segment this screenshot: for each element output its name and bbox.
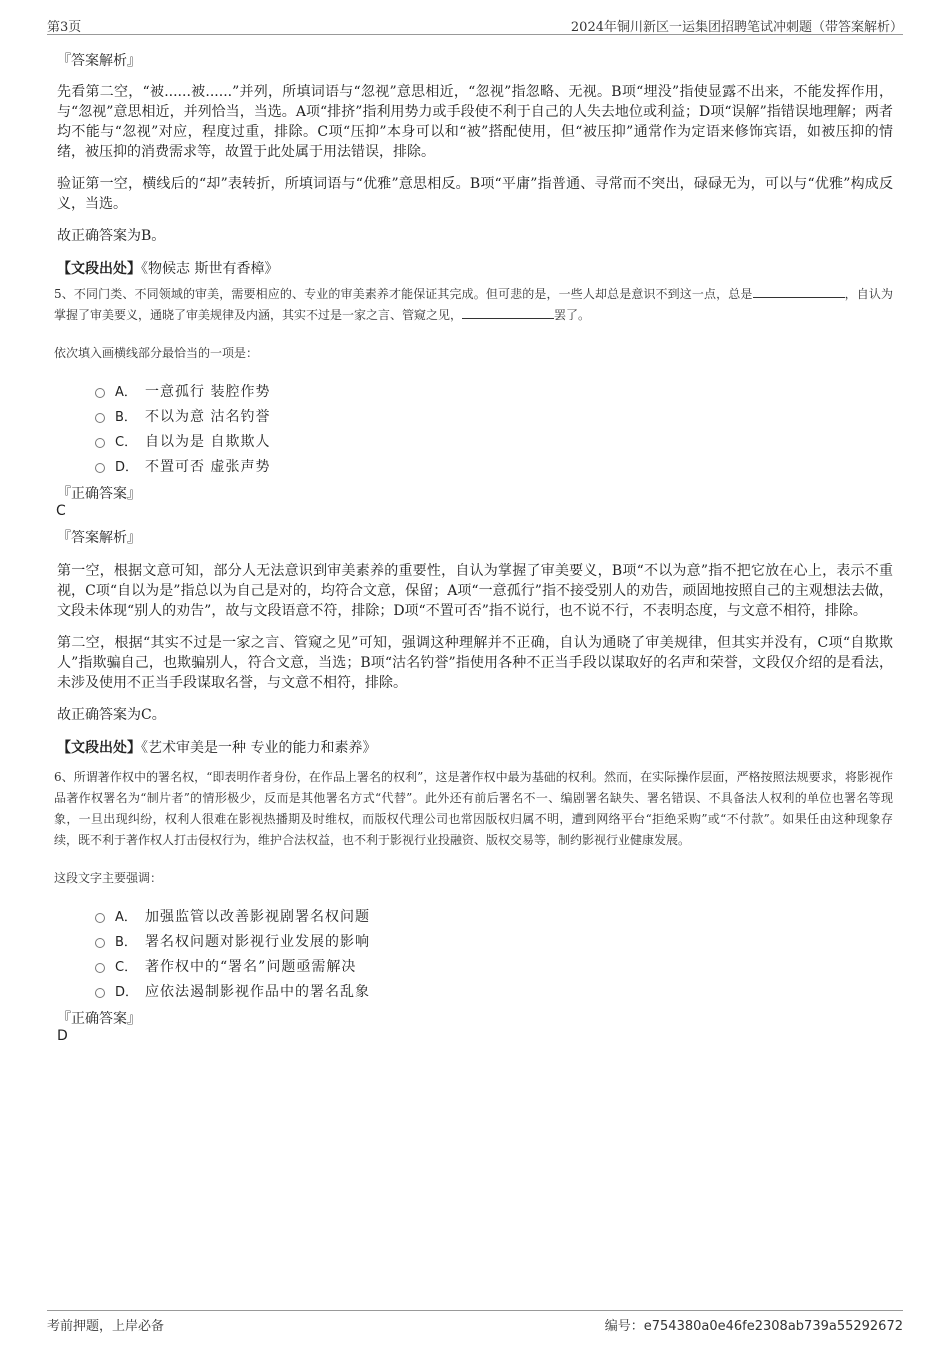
option-letter: A． xyxy=(115,910,137,925)
option-text: 不以为意 沽名钓誉 xyxy=(145,409,271,425)
q4-conclusion: 故正确答案为B。 xyxy=(57,228,166,244)
option-letter: C． xyxy=(115,960,138,975)
option-letter: B． xyxy=(115,410,137,425)
q5-stem-part-3: 罢了。 xyxy=(554,308,591,322)
q4-source-text: 《物候志 斯世有香樟》 xyxy=(141,261,279,277)
option-text: 署名权问题对影视行业发展的影响 xyxy=(145,934,370,950)
option-text: 自以为是 自欺欺人 xyxy=(145,434,271,450)
page-number: 第3页 xyxy=(47,20,82,35)
q5-stem-part-1: 5、不同门类、不同领域的审美，需要相应的、专业的审美素养才能保证其完成。但可悲的是，一些人却总是意识不到这一点，总是 xyxy=(54,287,753,301)
q5-source-text: 《艺术审美是一种 专业的能力和素养》 xyxy=(141,740,377,756)
q4-analysis-title: 『答案解析』 xyxy=(57,53,141,69)
radio-icon[interactable] xyxy=(95,438,105,448)
q5-analysis-title: 『答案解析』 xyxy=(57,530,141,546)
option-letter: D． xyxy=(115,460,139,475)
q6-option-b[interactable] xyxy=(95,931,893,956)
page-content xyxy=(54,44,893,1052)
q5-answer: C xyxy=(56,503,66,519)
radio-icon[interactable] xyxy=(95,938,105,948)
q6-stem: 6、所谓著作权中的署名权，“即表明作者身份，在作品上署名的权利”，这是著作权中最为基础的权利。然而，在实际操作层面，严格按照法规要求，将影视作品著作权署名为“制片者”的情形极少，反而是其他署名方式“代替”。此外还有前后署名不一、编剧署名缺失、署名错误、不具备法人权利的单位也署名等现象，一旦出现纠纷，权利人很难在影视热播期及时维权，而版权代理公司也常因版权归属不明，遭到网络平台“拒绝采购”或“不付款”。如果任由这种现象存续，既不利于著作权人打击侵权行为，维护合法权益，也不利于影视行业投融资、版权交易等，制约影视行业健康发展。 xyxy=(54,770,893,847)
radio-icon[interactable] xyxy=(95,463,105,473)
option-letter: B． xyxy=(115,935,137,950)
option-text: 一意孤行 装腔作势 xyxy=(145,384,271,400)
q5-options xyxy=(95,381,893,481)
footer-code-label: 编号： xyxy=(604,1319,644,1334)
q6-option-d[interactable] xyxy=(95,981,893,1006)
q6-options xyxy=(95,906,893,1006)
option-letter: C． xyxy=(115,435,138,450)
option-text: 著作权中的“署名”问题亟需解决 xyxy=(145,959,357,975)
q5-option-c[interactable] xyxy=(95,431,893,456)
q5-option-a[interactable] xyxy=(95,381,893,406)
q4-analysis-para-1: 先看第二空，“被......被......”并列，所填词语与“忽视”意思相近，“忽视”指忽略、无视。B项“埋没”指使显露不出来，不能发挥作用，与“忽视”意思相近，并列恰当，当选。A项“排挤”指利用势力或手段使不利于自己的人失去地位或利益；D项“误解”指错误地理解；两者均不能与“忽视”对应，程度过重，排除。C项“压抑”本身可以和“被”搭配使用，但“被压抑”通常作为定语来修饰宾语，如被压抑的情绪，被压抑的消费需求等，故置于此处属于用法错误，排除。 xyxy=(57,84,893,160)
footer-code xyxy=(605,1315,903,1334)
q4-analysis-para-2: 验证第一空，横线后的“却”表转折，所填词语与“优雅”意思相反。B项“平庸”指普通、寻常而不突出，碌碌无为，可以与“优雅”构成反义，当选。 xyxy=(57,176,893,212)
q5-option-b[interactable] xyxy=(95,406,893,431)
q5-source-label: 【文段出处】 xyxy=(57,740,141,756)
page-header xyxy=(47,14,903,35)
q5-stem xyxy=(54,284,893,326)
radio-icon[interactable] xyxy=(95,913,105,923)
radio-icon[interactable] xyxy=(95,988,105,998)
q5-option-d[interactable] xyxy=(95,456,893,481)
document-title: 2024年铜川新区一运集团招聘笔试冲刺题（带答案解析） xyxy=(570,20,903,35)
q6-answer: D xyxy=(57,1028,68,1044)
q5-answer-title: 『正确答案』 xyxy=(57,486,141,502)
option-letter: A． xyxy=(115,385,137,400)
q4-source xyxy=(57,258,893,278)
q5-source xyxy=(57,737,893,757)
q5-prompt: 依次填入画横线部分最恰当的一项是： xyxy=(54,346,259,360)
footer-slogan: 考前押题，上岸必备 xyxy=(47,1319,165,1334)
radio-icon[interactable] xyxy=(95,388,105,398)
page-footer xyxy=(47,1310,903,1334)
option-letter: D． xyxy=(115,985,139,1000)
option-text: 不置可否 虚张声势 xyxy=(145,459,271,475)
q5-blank-1 xyxy=(753,285,845,298)
q6-prompt: 这段文字主要强调： xyxy=(54,871,163,885)
q5-analysis-para-2: 第二空，根据“其实不过是一家之言、管窥之见”可知，强调这种理解并不正确，自认为通晓了审美规律，但其实并没有，C项“自欺欺人”指欺骗自己，也欺骗别人，符合文意，当选；B项“沽名钓誉”指使用各种不正当手段以谋取好的名声和荣誉，文段仅介绍的是看法，未涉及使用不正当手段谋取名誉，与文意不相符，排除。 xyxy=(57,635,893,691)
q4-source-label: 【文段出处】 xyxy=(57,261,141,277)
footer-code-value: e754380a0e46fe2308ab739a55292672 xyxy=(643,1319,903,1334)
q6-option-c[interactable] xyxy=(95,956,893,981)
radio-icon[interactable] xyxy=(95,963,105,973)
option-text: 应依法遏制影视作品中的署名乱象 xyxy=(145,984,370,1000)
q5-stem-part-2: ，自认为掌握了审美要义，通晓了审美规律及内涵，其实不过是一家之言、管窥之见， xyxy=(54,287,893,322)
q6-option-a[interactable] xyxy=(95,906,893,931)
q5-analysis-para-1: 第一空，根据文意可知，部分人无法意识到审美素养的重要性，自认为掌握了审美要义，B项“不以为意”指不把它放在心上，表示不重视，C项“自以为是”指总以为自己是对的，均符合文意，保留；A项“一意孤行”指不接受别人的劝告，顽固地按照自己的主观想法去做，文段未体现“别人的劝告”，故与文段语意不符，排除；D项“不置可否”指不说行，也不说不行，不表明态度，与文意不相符，排除。 xyxy=(57,563,893,619)
q5-conclusion: 故正确答案为C。 xyxy=(57,707,166,723)
radio-icon[interactable] xyxy=(95,413,105,423)
q5-blank-2 xyxy=(462,306,554,319)
q6-answer-title: 『正确答案』 xyxy=(57,1011,141,1027)
option-text: 加强监管以改善影视剧署名权问题 xyxy=(145,909,370,925)
